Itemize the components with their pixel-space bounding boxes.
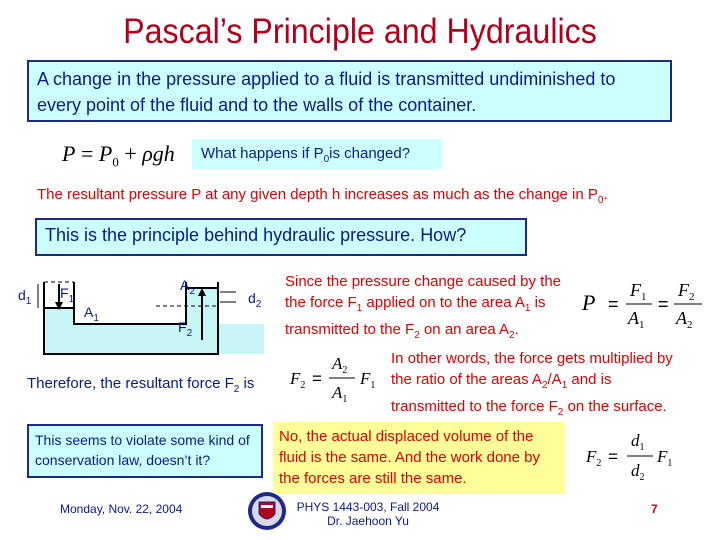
formula-F2: $F_2$ — [678, 280, 695, 303]
df-eq: = — [608, 447, 618, 466]
df-F1: $F_1$ — [657, 447, 673, 469]
formula-F1: $F_1$ — [630, 280, 647, 303]
A1-label: $A_1$ — [84, 304, 99, 324]
violate-box: This seems to violate some kind of conservation law, doesn’t it? — [27, 424, 263, 478]
question-sub: 0 — [323, 154, 330, 165]
ff-eq: = — [312, 369, 322, 388]
footer-date: Monday, Nov. 22, 2004 — [60, 502, 183, 516]
fluid-bottom — [44, 324, 264, 354]
formula-eq2: = — [658, 294, 669, 314]
F2-label: $F_2$ — [178, 319, 193, 339]
therefore-text: Therefore, the resultant force $F_2$ is — [27, 375, 255, 395]
footer-course: PHYS 1443-003, Fall 2004 — [296, 500, 440, 514]
fluid-left — [44, 308, 74, 326]
principle-box: A change in the pressure applied to a fluid is transmitted undiminished to every point of the fluid and to the walls of the container. — [27, 60, 672, 122]
since-line-1: Since the pressure change caused by the — [285, 273, 562, 290]
other-line-3: transmitted to the force $F_2$ on the surface. — [391, 398, 667, 418]
force-formula — [288, 352, 384, 406]
other-words-text — [391, 348, 711, 423]
other-line-1: In other words, the force gets multiplied by — [391, 350, 673, 367]
question-box — [192, 139, 442, 169]
d1-label: $d_1$ — [18, 287, 32, 307]
formula-eq: = — [75, 141, 99, 166]
footer-author: Dr. Jaehoon Yu — [327, 514, 409, 528]
formula-P: P — [582, 290, 596, 315]
ff-A2: $A_2$ — [332, 354, 348, 376]
resultant-post: . — [603, 186, 608, 203]
footer-page-number: 7 — [651, 502, 658, 516]
question-pre: What happens if P — [201, 145, 324, 162]
other-line-2: the ratio of the areas $A_2/A_1$ and is — [391, 371, 612, 391]
df-F2: $F_2$ — [586, 447, 602, 469]
since-text — [285, 271, 585, 346]
A2-label: $A_2$ — [180, 277, 195, 297]
since-line-2: the force $F_1$ applied on to the area $A_1$ is — [285, 294, 546, 314]
formula-eq1: = — [608, 294, 619, 314]
pressure-formula — [62, 141, 175, 170]
resultant-sub: 0 — [597, 195, 604, 206]
ff-A1: $A_1$ — [332, 383, 348, 405]
question-post: is changed? — [329, 145, 411, 162]
hydraulic-box: This is the principle behind hydraulic pressure. How? — [35, 218, 527, 256]
ff-F1: $F_1$ — [360, 369, 376, 391]
F1-label: $F_1$ — [60, 285, 75, 305]
formula-A1: $A_1$ — [628, 308, 645, 331]
slide-title: Pascal’s Principle and Hydraulics — [123, 12, 597, 51]
formula-p: P — [62, 141, 76, 166]
distance-formula — [584, 428, 680, 484]
since-line-3: transmitted to the $F_2$ on an area $A_2$. — [285, 321, 519, 341]
ff-F2: $F_2$ — [290, 369, 306, 391]
formula-rest: ρgh — [142, 141, 175, 166]
formula-p0: P — [98, 141, 113, 166]
answer-box: No, the actual displaced volume of the fluid is the same. And the work done by the forces are still the same. — [273, 422, 565, 494]
resultant-pressure-line — [37, 186, 608, 206]
footer-course-info — [283, 500, 453, 528]
formula-p0-sub: 0 — [112, 154, 119, 170]
df-d2: $d_2$ — [631, 461, 645, 483]
d2-label: $d_2$ — [248, 290, 262, 310]
resultant-pre: The resultant pressure P at any given depth h increases as much as the change in P — [37, 186, 598, 203]
university-seal-icon — [247, 490, 287, 532]
hydraulic-diagram — [14, 272, 278, 370]
df-d1: $d_1$ — [631, 431, 645, 453]
pascal-formula — [578, 276, 708, 334]
formula-A2: $A_2$ — [676, 308, 693, 331]
formula-plus: + — [118, 141, 143, 166]
